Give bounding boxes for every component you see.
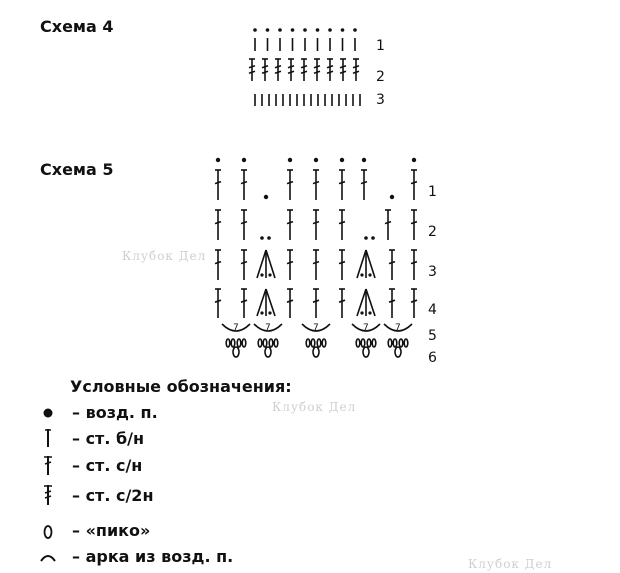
legend-item — [38, 545, 233, 567]
legend-item — [38, 401, 158, 423]
double-crochet-stitch — [411, 289, 417, 318]
double-crochet-stitch — [215, 170, 221, 200]
chain-stitch-dot — [267, 236, 271, 240]
picot — [274, 339, 278, 347]
picot — [226, 339, 230, 347]
stitch-crossbar — [327, 66, 333, 68]
scheme-4-row-number: 3 — [376, 92, 385, 108]
stitch-crossbar — [287, 222, 293, 224]
double-crochet-stitch — [241, 210, 247, 240]
picot-cluster — [226, 339, 246, 357]
double-treble-stitch — [327, 59, 333, 81]
double-crochet-icon — [38, 454, 68, 476]
stitch-fan — [357, 250, 375, 278]
legend-text: – ст. б/н — [72, 428, 145, 448]
stitch-crossbar — [339, 262, 345, 264]
chain-stitch-dot — [371, 236, 375, 240]
scheme-5-title: Схема 5 — [40, 160, 114, 179]
arch-label: 7 — [395, 323, 401, 333]
picot — [269, 339, 273, 347]
chain-stitch-dot — [362, 158, 366, 162]
chain-stitch-dot — [260, 236, 264, 240]
double-crochet-stitch — [313, 250, 319, 280]
chain-stitch-dot — [340, 158, 344, 162]
double-treble-stitch — [301, 59, 307, 81]
stitch-crossbar — [215, 262, 221, 264]
scheme-5-diagram — [215, 158, 417, 357]
double-treble-stitch — [340, 59, 346, 81]
stitch-crossbar — [262, 71, 268, 73]
picot-icon — [38, 519, 68, 541]
stitch-crossbar — [287, 262, 293, 264]
picot — [388, 339, 392, 347]
legend-text: – ст. с/н — [72, 455, 143, 475]
stitch-crossbar — [339, 300, 345, 302]
stitch-crossbar — [389, 262, 395, 264]
chain-stitch-dot — [253, 28, 257, 32]
legend-title: Условные обозначения: — [70, 377, 292, 396]
picot-cluster — [356, 339, 376, 357]
chain-stitch-dot — [266, 28, 270, 32]
double-crochet-stitch — [241, 289, 247, 318]
legend-text: – ст. с/2н — [72, 485, 154, 505]
chain-stitch-dot — [260, 311, 263, 314]
double-crochet-stitch — [215, 250, 221, 280]
stitch-crossbar — [215, 300, 221, 302]
chain-stitch-dot — [268, 311, 271, 314]
chain-stitch-dot — [364, 236, 368, 240]
stitch-crossbar — [313, 222, 319, 224]
stitch-crossbar — [262, 66, 268, 68]
picot — [242, 339, 246, 347]
stitch-crossbar — [339, 182, 345, 184]
watermark: Клубок Дел — [122, 249, 207, 263]
picot — [361, 339, 365, 347]
chain-arch-icon — [38, 545, 68, 567]
stitch-crossbar — [301, 66, 307, 68]
chain-stitch-dot — [264, 195, 268, 199]
stitch-crossbar — [313, 182, 319, 184]
double-crochet-stitch — [287, 170, 293, 200]
scheme-5-row-number: 2 — [428, 224, 437, 240]
chain-stitch-dot — [314, 158, 318, 162]
picot — [356, 339, 360, 347]
arch-label: 7 — [313, 323, 319, 333]
picot — [322, 339, 326, 347]
double-treble-stitch — [288, 59, 294, 81]
legend-item — [38, 519, 150, 541]
stitch-crossbar — [411, 182, 417, 184]
stitch-crossbar — [241, 300, 247, 302]
stitch-fan — [257, 289, 275, 316]
picot-cluster — [258, 339, 278, 357]
double-crochet-stitch — [389, 250, 395, 280]
double-treble-icon — [38, 484, 68, 506]
stitch-fan — [357, 289, 375, 316]
picot — [258, 339, 262, 347]
picot — [367, 339, 371, 347]
picot — [311, 339, 315, 347]
watermark: Клубок Дел — [468, 557, 553, 571]
double-crochet-stitch — [339, 250, 345, 280]
double-crochet-stitch — [241, 250, 247, 280]
chain-stitch-dot — [268, 273, 271, 276]
legend-item — [38, 454, 142, 476]
picot-cluster — [306, 339, 326, 357]
stitch-crossbar — [314, 66, 320, 68]
chain-stitch-dot — [216, 158, 220, 162]
double-treble-stitch — [275, 59, 281, 81]
picot — [231, 339, 235, 347]
double-crochet-stitch — [385, 210, 391, 240]
chain-stitch-dot — [260, 273, 263, 276]
chain-dot-icon — [38, 401, 68, 423]
chain-stitch-dot — [291, 28, 295, 32]
chain-arch — [254, 323, 282, 333]
double-treble-stitch — [249, 59, 255, 81]
stitch-crossbar — [301, 71, 307, 73]
scheme-4-row-number: 2 — [376, 69, 385, 85]
scheme-4-diagram — [249, 28, 360, 106]
double-crochet-stitch — [389, 289, 395, 318]
chain-stitch-dot — [341, 28, 345, 32]
picot — [263, 339, 267, 347]
double-crochet-stitch — [411, 210, 417, 240]
stitch-crossbar — [215, 222, 221, 224]
arch-label: 7 — [233, 323, 239, 333]
stitch-crossbar — [249, 71, 255, 73]
picot — [306, 339, 310, 347]
chain-arch — [352, 323, 380, 333]
double-treble-stitch — [353, 59, 359, 81]
legend-text: – арка из возд. п. — [72, 546, 234, 566]
picot — [393, 339, 397, 347]
stitch-crossbar — [275, 66, 281, 68]
double-crochet-stitch — [339, 170, 345, 200]
stitch-crossbar — [340, 66, 346, 68]
stitch-crossbar — [287, 182, 293, 184]
chain-stitch-dot — [316, 28, 320, 32]
scheme-4-row-number: 1 — [376, 38, 385, 54]
stitch-crossbar — [353, 71, 359, 73]
scheme-5-row-number: 3 — [428, 264, 437, 280]
picot — [404, 339, 408, 347]
stitch-crossbar — [353, 66, 359, 68]
chain-arch — [222, 323, 250, 333]
picot — [317, 339, 321, 347]
single-crochet-icon — [38, 427, 68, 449]
legend-text: – возд. п. — [72, 402, 158, 422]
double-crochet-stitch — [339, 210, 345, 240]
double-crochet-stitch — [411, 170, 417, 200]
double-crochet-stitch — [411, 250, 417, 280]
scheme-5-row-number: 6 — [428, 350, 437, 366]
double-crochet-stitch — [313, 210, 319, 240]
double-treble-stitch — [314, 59, 320, 81]
double-crochet-stitch — [287, 289, 293, 318]
stitch-crossbar — [313, 300, 319, 302]
legend-item — [38, 427, 144, 449]
chain-arch — [384, 323, 412, 333]
stitch-crossbar — [288, 66, 294, 68]
double-crochet-stitch — [339, 289, 345, 318]
stitch-crossbar — [215, 182, 221, 184]
chain-stitch-dot — [303, 28, 307, 32]
picot-cluster — [388, 339, 408, 357]
scheme-5-row-number: 5 — [428, 328, 437, 344]
double-crochet-stitch — [241, 170, 247, 200]
stitch-crossbar — [411, 262, 417, 264]
double-crochet-stitch — [287, 210, 293, 240]
stitch-crossbar — [361, 182, 367, 184]
scheme-5-row-number: 1 — [428, 184, 437, 200]
picot — [399, 339, 403, 347]
legend-text: – «пико» — [72, 520, 151, 540]
stitch-crossbar — [241, 182, 247, 184]
stitch-crossbar — [241, 262, 247, 264]
stitch-crossbar — [288, 71, 294, 73]
picot — [395, 347, 401, 357]
chain-stitch-dot — [390, 195, 394, 199]
double-crochet-stitch — [215, 289, 221, 318]
stitch-crossbar — [249, 66, 255, 68]
picot — [237, 339, 241, 347]
double-crochet-stitch — [287, 250, 293, 280]
double-crochet-stitch — [361, 170, 367, 200]
chain-stitch-dot — [360, 311, 363, 314]
chain-stitch-dot — [368, 273, 371, 276]
stitch-crossbar — [327, 71, 333, 73]
double-crochet-stitch — [313, 170, 319, 200]
picot — [372, 339, 376, 347]
stitch-crossbar — [339, 222, 345, 224]
double-treble-stitch — [262, 59, 268, 81]
watermark: Клубок Дел — [272, 400, 357, 414]
chain-stitch-dot — [288, 158, 292, 162]
chain-stitch-dot — [368, 311, 371, 314]
scheme-5-row-number: 4 — [428, 302, 437, 318]
picot — [363, 347, 369, 357]
picot — [265, 347, 271, 357]
stitch-crossbar — [314, 71, 320, 73]
stitch-crossbar — [389, 300, 395, 302]
chain-arch — [302, 323, 330, 333]
legend-item — [38, 484, 154, 506]
stitch-fan — [257, 250, 275, 278]
double-crochet-stitch — [313, 289, 319, 318]
picot — [233, 347, 239, 357]
scheme-4-title: Схема 4 — [40, 17, 114, 36]
stitch-crossbar — [275, 71, 281, 73]
chain-stitch-dot — [360, 273, 363, 276]
chain-stitch-dot — [412, 158, 416, 162]
chain-stitch-dot — [353, 28, 357, 32]
stitch-crossbar — [340, 71, 346, 73]
stitch-crossbar — [241, 222, 247, 224]
stitch-crossbar — [385, 222, 391, 224]
chain-stitch-dot — [278, 28, 282, 32]
arch-label: 7 — [265, 323, 271, 333]
stitch-crossbar — [287, 300, 293, 302]
chain-stitch-dot — [242, 158, 246, 162]
stitch-crossbar — [411, 222, 417, 224]
picot — [313, 347, 319, 357]
double-crochet-stitch — [215, 210, 221, 240]
arch-label: 7 — [363, 323, 369, 333]
chain-stitch-dot — [328, 28, 332, 32]
stitch-crossbar — [411, 300, 417, 302]
stitch-crossbar — [313, 262, 319, 264]
